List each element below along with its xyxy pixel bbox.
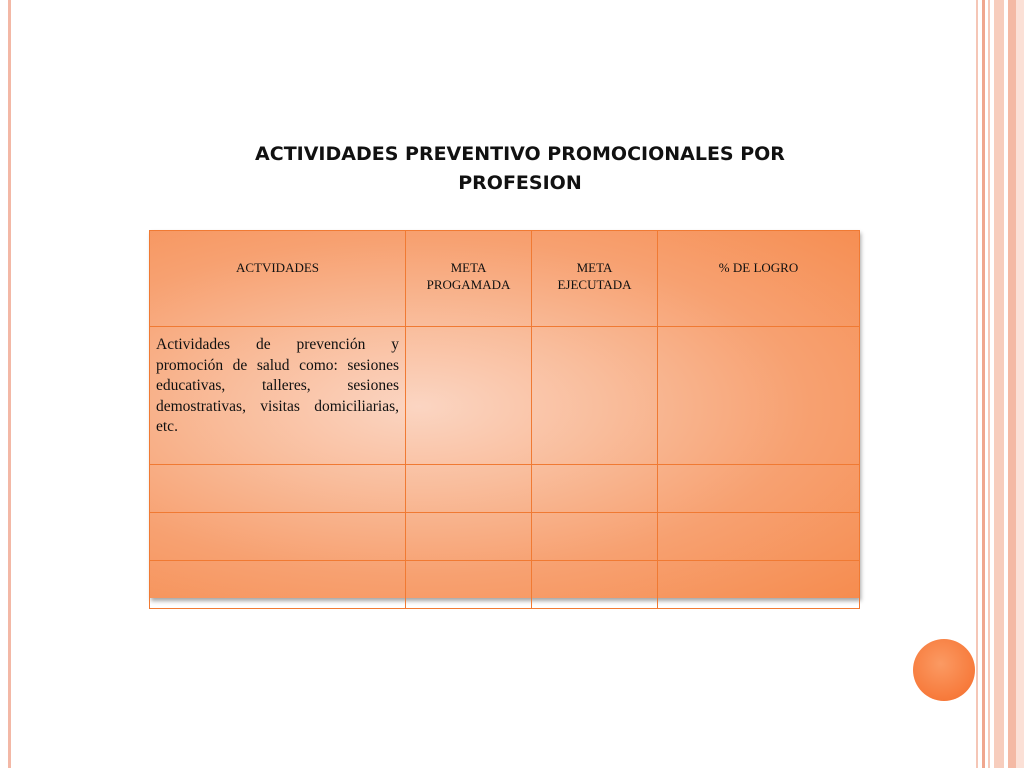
decorative-circle <box>913 639 975 701</box>
activities-table-container <box>149 230 859 598</box>
cell-activity <box>150 465 406 513</box>
table-row <box>150 513 860 561</box>
header-meta-programada-line2: PROGAMADA <box>426 277 511 292</box>
header-meta-ejecutada-line2: EJECUTADA <box>557 277 632 292</box>
stripe <box>976 0 978 768</box>
stripe <box>994 0 1004 768</box>
page-title <box>230 140 810 198</box>
cell-activity: Actividades de prevención y promoción de salud como: sesiones educativas, talleres, sesiones demostrativas, visitas domiciliarias, etc. <box>150 327 406 465</box>
cell-logro <box>658 327 860 465</box>
header-logro-label: % DE LOGRO <box>718 260 799 275</box>
cell-logro <box>658 561 860 609</box>
cell-meta-ejecutada <box>532 513 658 561</box>
table-header-row <box>150 231 860 327</box>
header-meta-ejecutada <box>532 231 658 327</box>
stripe <box>1008 0 1016 768</box>
cell-meta-programada <box>406 561 532 609</box>
cell-logro <box>658 465 860 513</box>
table-row <box>150 465 860 513</box>
stripe <box>988 0 990 768</box>
header-meta-programada-line1: META <box>450 260 487 275</box>
stripe <box>982 0 985 768</box>
cell-meta-ejecutada <box>532 465 658 513</box>
cell-meta-ejecutada <box>532 561 658 609</box>
left-decorative-line <box>8 0 11 768</box>
stripe <box>1016 0 1024 768</box>
title-line-2: PROFESION <box>458 172 582 194</box>
header-meta-programada <box>406 231 532 327</box>
cell-meta-programada <box>406 327 532 465</box>
cell-meta-ejecutada <box>532 327 658 465</box>
header-actividades <box>150 231 406 327</box>
cell-meta-programada <box>406 513 532 561</box>
table-row <box>150 327 860 465</box>
header-actividades-label: ACTVIDADES <box>235 260 320 275</box>
cell-meta-programada <box>406 465 532 513</box>
title-line-1: ACTIVIDADES PREVENTIVO PROMOCIONALES POR <box>255 143 785 165</box>
header-meta-ejecutada-line1: META <box>576 260 613 275</box>
activities-table <box>149 230 860 609</box>
header-logro <box>658 231 860 327</box>
cell-activity <box>150 513 406 561</box>
cell-activity <box>150 561 406 609</box>
table-row <box>150 561 860 609</box>
cell-logro <box>658 513 860 561</box>
right-decorative-stripes <box>976 0 1024 768</box>
